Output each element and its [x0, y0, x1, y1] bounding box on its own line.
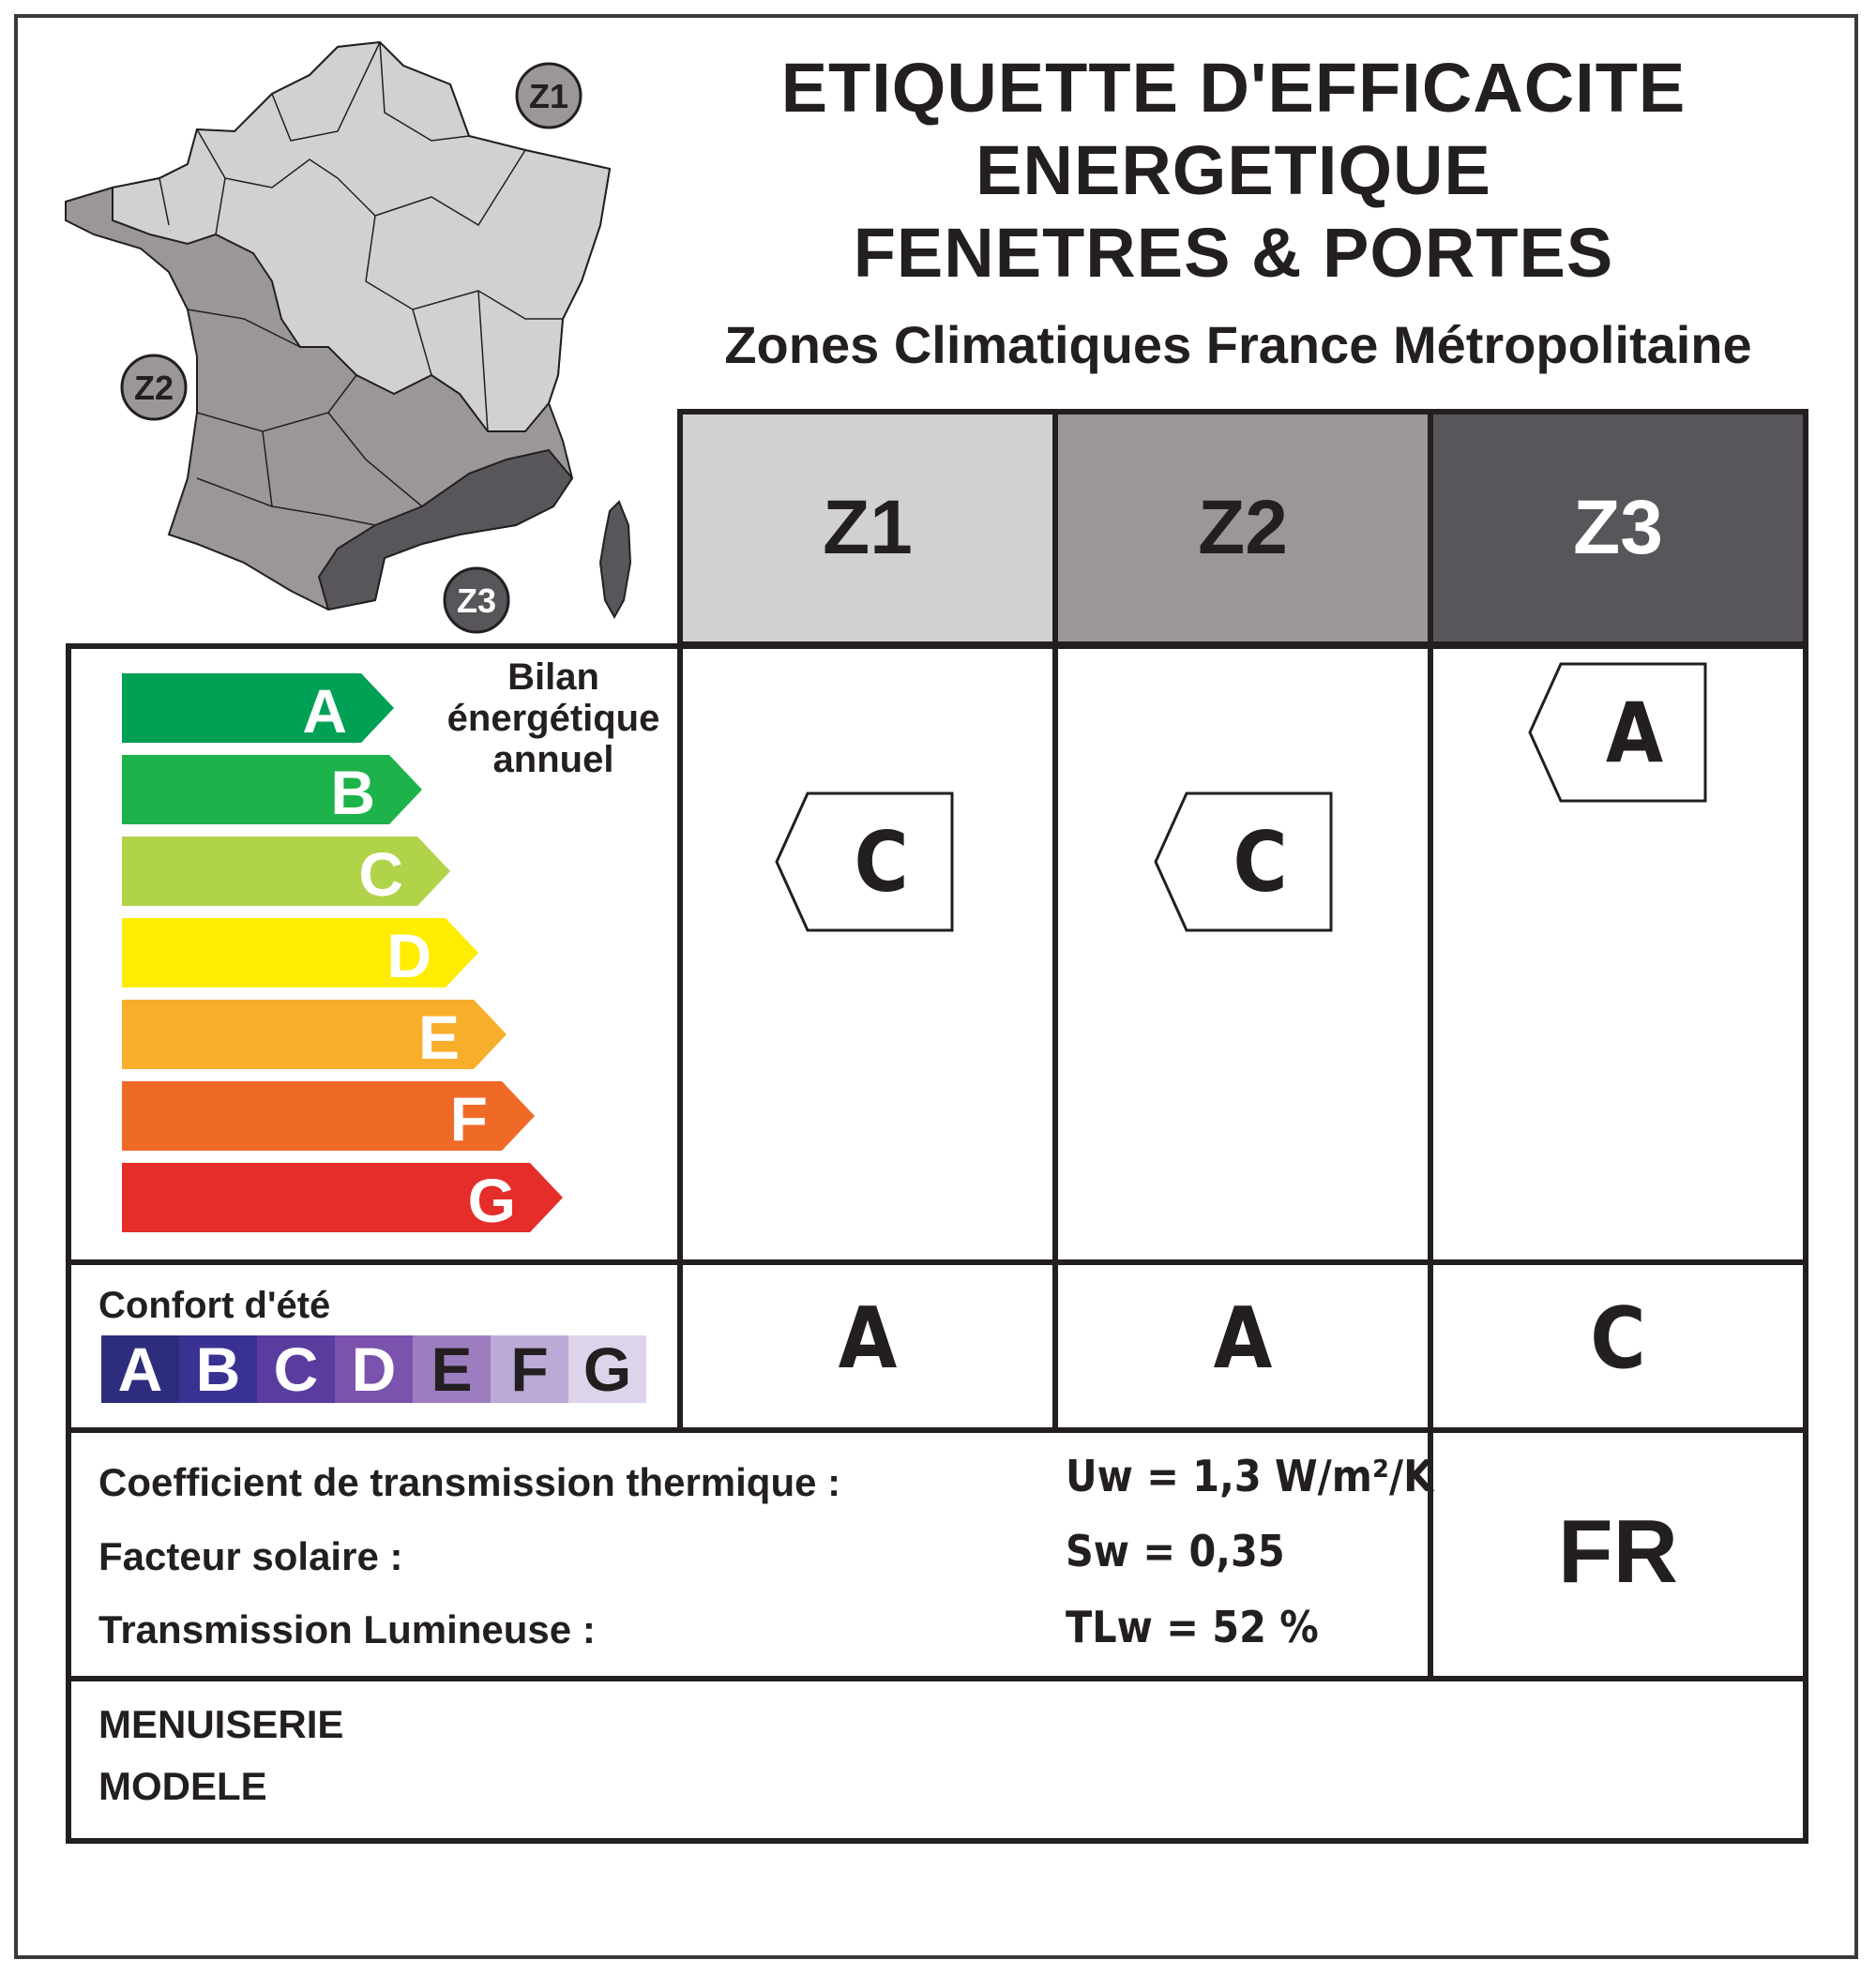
summer-class-c: C [257, 1335, 335, 1403]
zone-header-z2 [1052, 409, 1433, 647]
summer-rating-z2: A [1213, 1289, 1273, 1388]
svg-text:Z2: Z2 [133, 369, 174, 407]
energy-class-c [122, 837, 450, 909]
energy-class-d [122, 918, 478, 988]
map-badge-z2 [122, 355, 186, 419]
summer-comfort-label: Confort d'été [98, 1285, 331, 1326]
energy-rating-z1: C [774, 791, 955, 933]
label-title [671, 47, 1796, 294]
svg-text:Z1: Z1 [528, 77, 569, 115]
modele-label: MODELE [98, 1764, 267, 1808]
summer-comfort-scale [101, 1335, 646, 1403]
light-transmission-label: Transmission Lumineuse : [98, 1607, 596, 1651]
table-border-left [66, 643, 71, 1844]
energy-class-b [122, 755, 422, 827]
energy-letter-b: B [330, 758, 375, 827]
summer-class-b: B [179, 1335, 257, 1403]
france-climate-map [56, 38, 666, 638]
energy-class-f [122, 1081, 535, 1151]
row-divider-energy [66, 1259, 1808, 1265]
summer-class-a: A [101, 1335, 179, 1403]
energy-scale-heading: Bilan énergétique annuel [446, 656, 660, 780]
subtitle: Zones Climatiques France Métropolitaine [724, 315, 1752, 374]
map-badge-z1 [517, 64, 581, 128]
zone-header-z1 [677, 409, 1058, 647]
table-border-bottom [66, 1838, 1808, 1844]
table-border-right [1803, 643, 1808, 1844]
summer-class-f: F [491, 1335, 568, 1403]
country-code: FR [1558, 1501, 1678, 1602]
energy-rating-z2: C [1153, 791, 1334, 933]
summer-rating-z3: C [1590, 1289, 1646, 1388]
zone-header-label: Z3 [1573, 485, 1663, 570]
energy-rating-z3: A [1527, 661, 1708, 804]
col-divider-3 [1428, 643, 1433, 1681]
thermal-coefficient-label: Coefficient de transmission thermique : [98, 1460, 841, 1504]
zone-header-label: Z1 [823, 485, 913, 570]
energy-letter-d: D [386, 921, 431, 990]
title-line-1: ETIQUETTE D'EFFICACITE [780, 49, 1687, 127]
light-transmission-value: TLw = 52 % [1066, 1602, 1319, 1652]
solar-factor-value: Sw = 0,35 [1066, 1526, 1285, 1576]
row-divider-specs [66, 1676, 1808, 1681]
table-border-top [66, 643, 1808, 649]
thermal-coefficient-value: Uw = 1,3 W/m²/K [1066, 1451, 1434, 1501]
energy-letter-f: F [449, 1084, 488, 1153]
summer-class-d: D [335, 1335, 413, 1403]
row-divider-summer [66, 1427, 1808, 1433]
svg-text:Z3: Z3 [456, 581, 497, 620]
energy-class-a [122, 673, 394, 746]
energy-class-e [122, 1000, 507, 1072]
summer-rating-z1: A [838, 1289, 898, 1388]
energy-letter-a: A [302, 676, 347, 746]
map-badge-z3 [445, 568, 508, 632]
solar-factor-label: Facteur solaire : [98, 1534, 403, 1578]
energy-class-g [122, 1163, 563, 1235]
summer-class-g: G [568, 1335, 646, 1403]
menuiserie-label: MENUISERIE [98, 1702, 344, 1746]
map-corsica [600, 502, 630, 617]
zone-header-z3 [1428, 409, 1808, 647]
summer-class-e: E [413, 1335, 491, 1403]
energy-letter-g: G [467, 1166, 516, 1235]
zone-header-label: Z2 [1198, 485, 1288, 570]
title-line-2: ENERGETIQUE [976, 131, 1491, 209]
energy-letter-e: E [417, 1003, 460, 1072]
energy-letter-c: C [358, 839, 403, 909]
title-line-3: FENETRES & PORTES [853, 214, 1614, 292]
